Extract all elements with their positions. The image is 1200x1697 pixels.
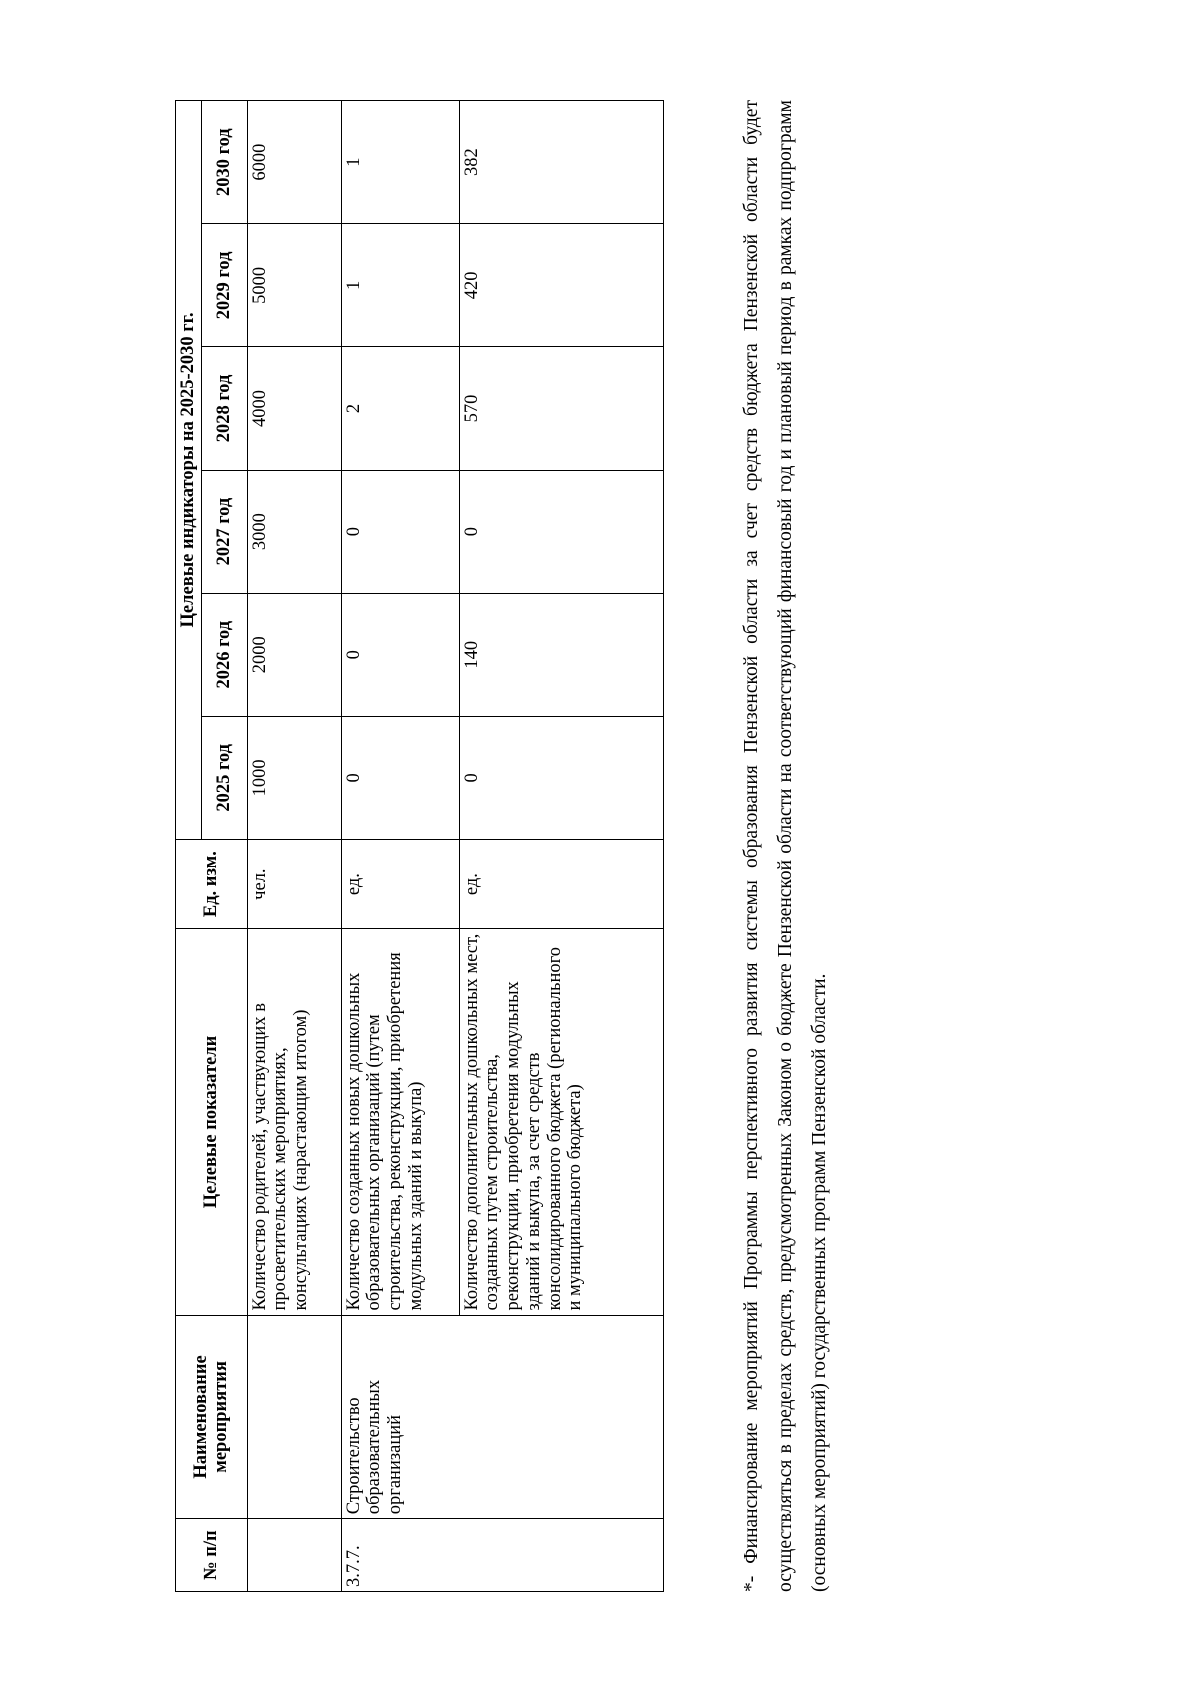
header-year-2025: 2025 год (201, 716, 247, 839)
header-year-2026: 2026 год (201, 593, 247, 716)
header-indicator: Целевые показатели (176, 929, 248, 1315)
row-value-2030: 382 (459, 101, 663, 224)
header-indicators-group: Целевые индикаторы на 2025-2030 гг. (176, 101, 202, 840)
row-indicator: Количество дополнительных дошкольных мест, созданных путем строительства, реконструкции, приобретения модульных зданий и выкупа, за счет средств консолидированного бюджета (регионального и муниципального бюджета) (459, 929, 663, 1315)
rotated-page-content (175, 92, 855, 1592)
row-event: Строительство образовательных организаций (341, 1315, 663, 1519)
row-value-2026: 140 (459, 593, 663, 716)
row-value-2028: 4000 (247, 347, 341, 470)
row-indicator: Количество созданных новых дошкольных образовательных организаций (путем строительства, реконструкции, приобретения модульных зданий и выкупа) (341, 929, 459, 1315)
row-value-2025: 1000 (247, 716, 341, 839)
row-value-2028: 570 (459, 347, 663, 470)
header-row-group (176, 101, 202, 1592)
header-year-2027: 2027 год (201, 470, 247, 593)
row-value-2030: 6000 (247, 101, 341, 224)
row-value-2029: 1 (341, 224, 459, 347)
table-row (247, 101, 341, 1592)
row-value-2027: 3000 (247, 470, 341, 593)
row-num (247, 1519, 341, 1592)
header-year-2030: 2030 год (201, 101, 247, 224)
row-indicator: Количество родителей, участвующих в просветительских мероприятиях, консультациях (нарастающим итогом) (247, 929, 341, 1315)
header-unit: Ед. изм. (176, 839, 248, 929)
row-value-2027: 0 (459, 470, 663, 593)
row-value-2025: 0 (341, 716, 459, 839)
footnote: *- Финансирование мероприятий Программы перспективного развития системы образования Пензенской области за счет средств бюджета Пензенской области будет осуществляться в пределах средств, предусмотренных Законом о бюджете Пензенской области на соответствующий финансовый год и плановый период в рамках подпрограмм (основных мероприятий) государственных программ Пензенской области. (741, 100, 830, 1592)
row-value-2028: 2 (341, 347, 459, 470)
row-unit: чел. (247, 839, 341, 929)
header-year-2029: 2029 год (201, 224, 247, 347)
indicators-table (175, 100, 664, 1592)
table-row (341, 101, 459, 1592)
row-unit: ед. (341, 839, 459, 929)
row-value-2029: 420 (459, 224, 663, 347)
row-value-2027: 0 (341, 470, 459, 593)
row-unit: ед. (459, 839, 663, 929)
header-num: № п/п (176, 1519, 248, 1592)
row-value-2026: 2000 (247, 593, 341, 716)
header-event: Наименование мероприятия (176, 1315, 248, 1519)
header-year-2028: 2028 год (201, 347, 247, 470)
row-value-2026: 0 (341, 593, 459, 716)
row-value-2030: 1 (341, 101, 459, 224)
row-num: 3.7.7. (341, 1519, 663, 1592)
row-event (247, 1315, 341, 1519)
row-value-2025: 0 (459, 716, 663, 839)
row-value-2029: 5000 (247, 224, 341, 347)
